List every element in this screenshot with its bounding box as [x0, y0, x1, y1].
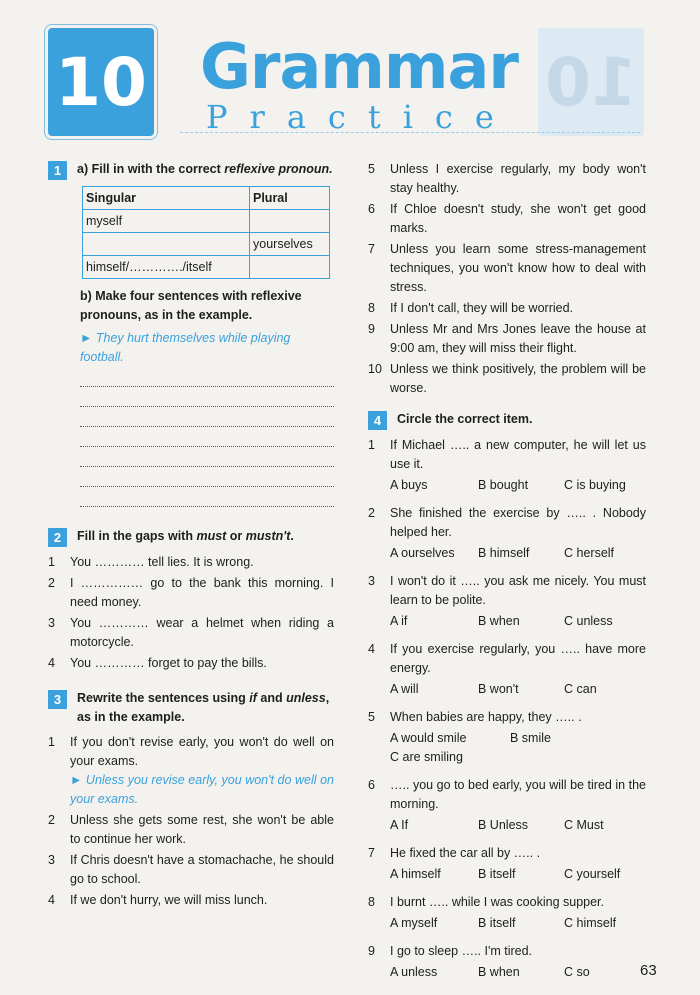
option-a[interactable]: A buys	[390, 478, 428, 492]
exercise-number: 4	[368, 411, 387, 430]
table-cell	[250, 210, 330, 233]
list-item: 2 I …………… go to the bank this morning. I need money.	[48, 576, 334, 609]
exercise-number: 2	[48, 528, 67, 547]
answer-line[interactable]	[80, 467, 334, 487]
option-a[interactable]: A If	[390, 818, 409, 832]
question-item: 1 If Michael ….. a new computer, he will let us use it. A buys B bought C is buying	[368, 436, 646, 495]
list-item: 1 If you don't revise early, you won't do well on your exams. ► Unless you revise early, you won't do well on your exams.	[48, 735, 334, 806]
exercise-4	[368, 410, 646, 982]
option-b[interactable]: B when	[478, 614, 520, 628]
exercise-number: 1	[48, 161, 67, 180]
answer-line[interactable]	[80, 367, 334, 387]
option-c[interactable]: C Must	[564, 818, 604, 832]
option-c[interactable]: C himself	[564, 916, 617, 930]
question-item: 2 She finished the exercise by ….. . Nobody helped her. A ourselves B himself C herself	[368, 504, 646, 563]
question-item: 8 I burnt ….. while I was cooking supper. A myself B itself C himself	[368, 893, 646, 933]
list-item: 6 If Chloe doesn't study, she won't get good marks.	[368, 202, 646, 235]
list-item: 2 Unless she gets some rest, she won't be able to continue her work.	[48, 813, 334, 846]
list-item: 9 Unless Mr and Mrs Jones leave the house at 9:00 am, they will miss their flight.	[368, 322, 646, 355]
option-a[interactable]: A himself	[390, 867, 441, 881]
exercise-number: 3	[48, 690, 67, 709]
option-b[interactable]: B itself	[478, 867, 516, 881]
answer-line[interactable]	[80, 407, 334, 427]
page-title: Grammar	[200, 30, 518, 103]
title-divider	[180, 132, 640, 133]
exercise-3	[48, 689, 334, 910]
option-c[interactable]: C unless	[564, 614, 613, 628]
list-item: 4 If we don't hurry, we will miss lunch.	[48, 893, 268, 907]
list-item: 5 Unless I exercise regularly, my body won't stay healthy.	[368, 162, 646, 195]
table-cell: himself/…………./itself	[83, 256, 250, 279]
table-cell: yourselves	[250, 233, 330, 256]
list-item: 7 Unless you learn some stress-management techniques, you won't know how to deal with stress.	[368, 242, 646, 294]
exercise-instruction-b: b) Make four sentences with reflexive pronouns, as in the example.	[80, 289, 302, 322]
list-item: 1 You ………… tell lies. It is wrong.	[48, 555, 254, 569]
list-item: 8 If I don't call, they will be worried.	[368, 301, 574, 315]
option-c[interactable]: C is buying	[564, 478, 626, 492]
option-b[interactable]: B smile	[510, 731, 551, 745]
option-b[interactable]: B bought	[478, 478, 529, 492]
question-item: 3 I won't do it ….. you ask me nicely. You must learn to be polite. A if B when C unless	[368, 572, 646, 631]
question-item: 4 If you exercise regularly, you ….. have more energy. A will B won't C can	[368, 640, 646, 699]
unit-number-badge: 10	[48, 28, 154, 136]
option-c[interactable]: C are smiling	[390, 750, 463, 764]
option-a[interactable]: A if	[390, 614, 408, 628]
answer-line[interactable]	[80, 447, 334, 467]
exercise-instruction: Circle the correct item.	[397, 412, 533, 426]
answer-line[interactable]	[80, 487, 334, 507]
example-sentence: ► Unless you revise early, you won't do well on your exams.	[70, 773, 334, 806]
table-cell: myself	[83, 210, 250, 233]
answer-line[interactable]	[80, 427, 334, 447]
option-c[interactable]: C can	[564, 682, 597, 696]
option-a[interactable]: A ourselves	[390, 546, 455, 560]
exercise-instruction: Fill in the gaps with must or mustn't.	[77, 529, 294, 543]
option-c[interactable]: C yourself	[564, 867, 621, 881]
question-item: 7 He fixed the car all by ….. . A himself B itself C yourself	[368, 844, 646, 884]
list-item: 3 If Chris doesn't have a stomachache, he should go to school.	[48, 853, 334, 886]
unit-number-ghost: 10	[538, 28, 644, 136]
question-item: 5 When babies are happy, they ….. . A would smile B smile C are smiling	[368, 708, 646, 767]
page-subtitle: Practice	[206, 98, 516, 136]
option-c[interactable]: C herself	[564, 546, 615, 560]
option-b[interactable]: B himself	[478, 546, 530, 560]
example-sentence: ► They hurt themselves while playing football.	[80, 331, 291, 364]
option-a[interactable]: A would smile	[390, 731, 467, 745]
table-cell	[83, 233, 250, 256]
table-cell	[250, 256, 330, 279]
list-item: 3 You ………… wear a helmet when riding a motorcycle.	[48, 616, 334, 649]
exercise-2	[48, 527, 334, 673]
option-c[interactable]: C so	[564, 965, 590, 979]
exercise-1	[48, 160, 334, 507]
option-a[interactable]: A unless	[390, 965, 438, 979]
table-header: Plural	[250, 187, 330, 210]
answer-line[interactable]	[80, 387, 334, 407]
option-b[interactable]: B when	[478, 965, 520, 979]
right-column	[368, 160, 646, 982]
option-b[interactable]: B won't	[478, 682, 519, 696]
exercise-instruction: a) Fill in with the correct reflexive pronoun.	[77, 162, 333, 176]
question-item: 6 ….. you go to bed early, you will be tired in the morning. A If B Unless C Must	[368, 776, 646, 835]
list-item: 10 Unless we think positively, the problem will be worse.	[368, 362, 646, 395]
exercise-3-continued	[368, 160, 646, 398]
option-a[interactable]: A myself	[390, 916, 438, 930]
page-number: 63	[640, 962, 657, 979]
option-a[interactable]: A will	[390, 682, 419, 696]
option-b[interactable]: B itself	[478, 916, 516, 930]
reflexive-pronoun-table	[82, 186, 330, 279]
question-item: 9 I go to sleep ….. I'm tired. A unless B when C so	[368, 942, 646, 982]
left-column	[48, 160, 334, 912]
table-header: Singular	[83, 187, 250, 210]
option-b[interactable]: B Unless	[478, 818, 529, 832]
exercise-instruction: Rewrite the sentences using if and unless, as in the example.	[77, 691, 330, 724]
list-item: 4 You ………… forget to pay the bills.	[48, 656, 267, 670]
